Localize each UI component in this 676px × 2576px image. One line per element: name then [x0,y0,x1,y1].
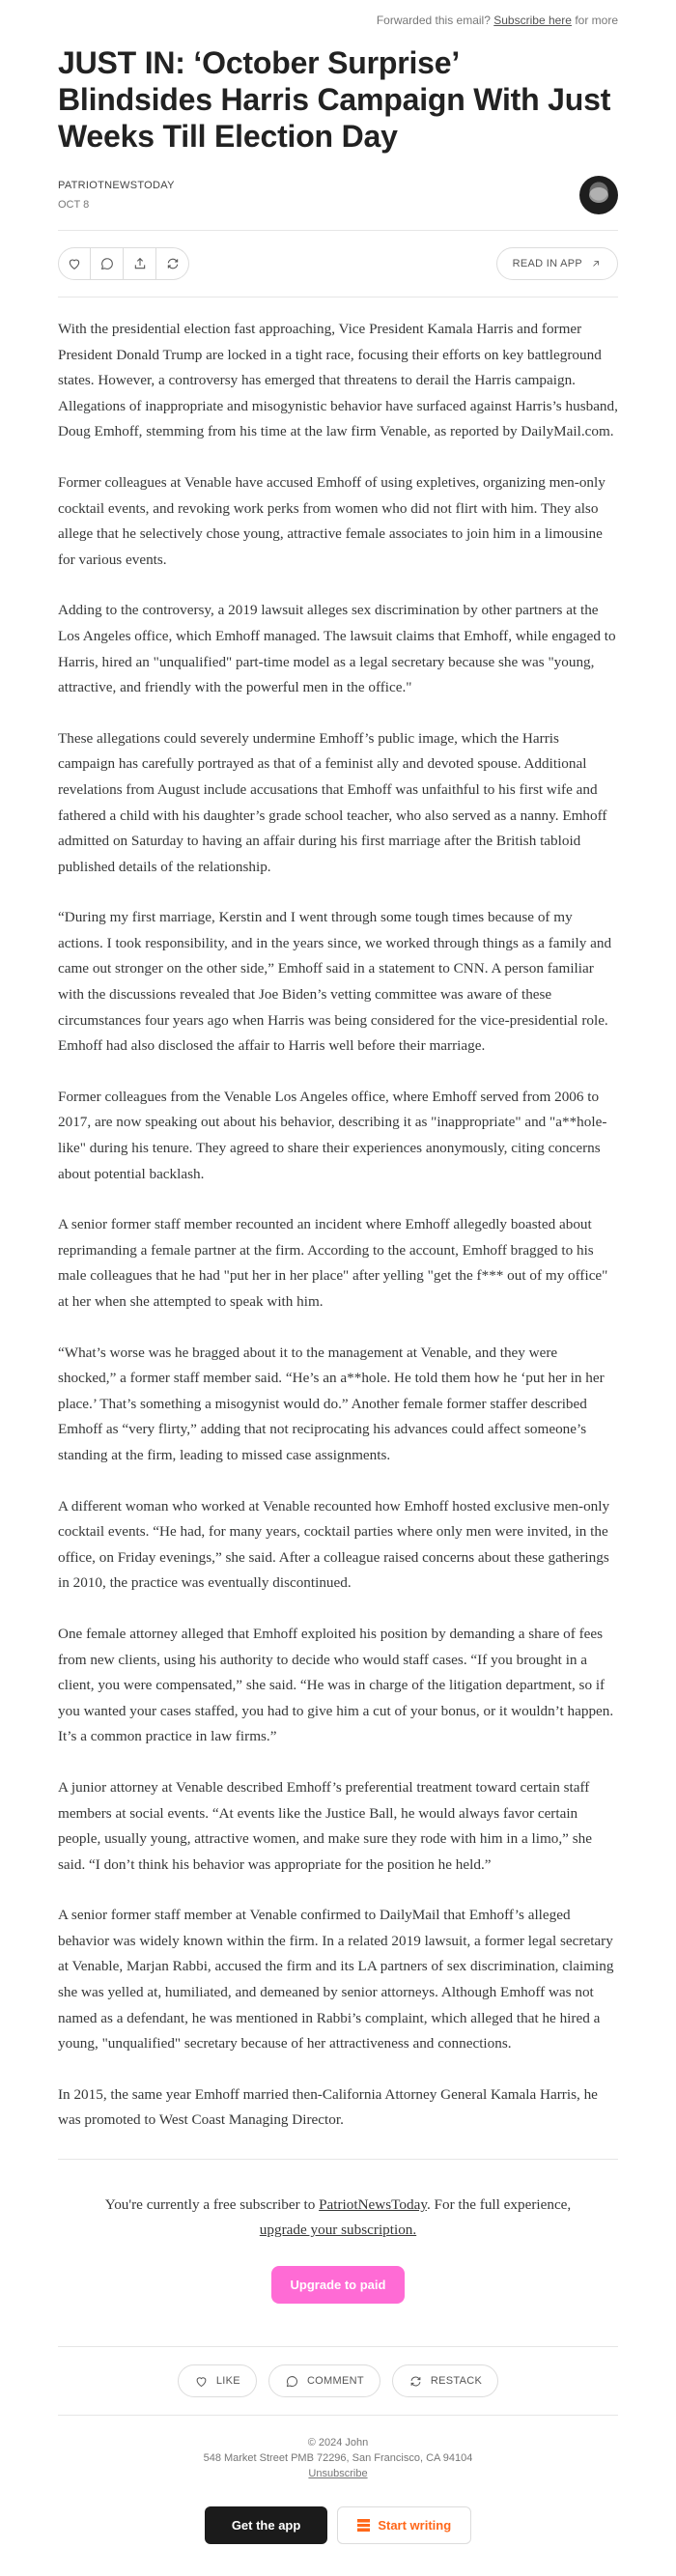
article-paragraph: “What’s worse was he bragged about it to the management at Venable, and they were shocked,” a former staff member said. “He’s an a**hole. He told them how he ‘put her in her place.’ That’s something a misogynist would do.” Another female former staffer described Emhoff as “very flirty,” adding that not reciprocating his advances could affect someone’s standing at the firm, leading to missed case assignments. [58,1344,605,1463]
article-paragraph: Former colleagues from the Venable Los Angeles office, where Emhoff served from 2006 to 2017, are now speaking out about his behavior, describing it as "inappropriate" and "a**hole-like" during his tenure. They agreed to share their experiences anonymously, citing concerns about potential backlash. [58,1088,607,1182]
article-body [58,317,618,2134]
article-paragraph: Former colleagues at Venable have accused Emhoff of using expletives, organizing men-only cocktail events, and revoking work perks from women who did not flirt with him. They also allege that he selectively chose young, attractive female associates to join him in a limousine for various events. [58,473,606,568]
article-paragraph: These allegations could severely undermine Emhoff’s public image, which the Harris campaign has carefully portrayed as that of a feminist ally and devoted spouse. Additional revelations from August include accusations that Emhoff was unfaithful to his first wife and fathered a child with his daughter’s grade school teacher, who also served as a nanny. Emhoff admitted on Saturday to having an affair during his first marriage after the British tabloid published details of the relationship. [58,729,607,875]
upgrade-to-paid-button[interactable]: Upgrade to paid [271,2266,406,2304]
article-title[interactable]: JUST IN: ‘October Surprise’ Blindsides Harris Campaign With Just Weeks Till Election Day [58,45,611,154]
upgrade-subscription-link[interactable]: upgrade your subscription. [259,2222,417,2239]
footer-restack-button[interactable] [392,2364,498,2397]
footer-comment-button[interactable] [268,2364,380,2397]
restack-icon [165,256,181,271]
subscribe-here-link[interactable]: Subscribe here [493,14,572,27]
restack-label: RESTACK [430,2375,483,2388]
post-date: OCT 8 [58,199,90,211]
share-icon [132,256,148,271]
article-paragraph: A junior attorney at Venable described Emhoff’s preferential treatment toward certain staff members at social events. “At events like the Justice Ball, he would always favor certain people, usually young, attractive women, and make sure they rode with him in a limo,” she said. “I don’t think his behavior was appropriate for the position he held.” [58,1778,592,1873]
comment-button[interactable] [91,247,124,280]
article-paragraph: One female attorney alleged that Emhoff exploited his position by demanding a share of fees from new clients, using his authority to decide who would staff cases. “If you brought in a client, you were compensated,” she said. “He was in charge of the litigation department, so if you wanted your cases staffed, you had to give him a cut of your bonus, or it wouldn’t happen. It’s a common practice in law firms.” [58,1625,614,1745]
unsubscribe-link[interactable]: Unsubscribe [308,2468,368,2480]
like-button[interactable] [58,247,91,280]
forward-suffix: for more [575,14,618,27]
article-paragraph: A senior former staff member at Venable confirmed to DailyMail that Emhoff’s alleged behavior was widely known within the firm. In a related 2019 lawsuit, a former legal secretary at Venable, Marjan Rabbi, accused the firm and its LA partners of sex discrimination, claiming she was yelled at, humiliated, and demeaned by senior attorneys. Although Emhoff was not named as a defendant, he was mentioned in Rabbi’s complaint, which alleged that he hired a young, "unqualified" secretary because of her attractiveness and connections. [58,1907,614,2052]
copyright: © 2024 John [307,2437,369,2449]
post-action-icons [58,247,189,280]
restack-button[interactable] [156,247,189,280]
article-paragraph: With the presidential election fast approaching, Vice President Kamala Harris and former President Donald Trump are locked in a tight race, focusing their efforts on key battleground states. However, a controversy has emerged that threatens to derail the Harris campaign. Allegations of inappropriate and misogynistic behavior have surfaced against Harris’s husband, Doug Emhoff, stemming from his time at the law firm Venable, as reported by DailyMail.com. [58,321,618,440]
read-in-app-label: READ IN APP [512,258,582,269]
byline [58,176,618,214]
heart-icon [67,256,82,271]
restack-icon [408,2374,423,2389]
share-button[interactable] [124,247,156,280]
subscription-middle: . For the full experience, [426,2196,572,2214]
subscription-notice [58,2160,618,2304]
footer-cta [58,2506,618,2544]
subscription-prefix: You're currently a free subscriber to [104,2196,316,2214]
article-paragraph: “During my first marriage, Kerstin and I went through some tough times because of my actions. I took responsibility, and in the years since, we worked through things as a family and came out stronger on the other side,” Emhoff said in a statement to CNN. A person familiar with the discussions revealed that Joe Biden’s vetting committee was aware of these circumstances four years ago when Harris was being considered for the vice-presidential role. Emhoff had also disclosed the affair to Harris well before their marriage. [58,909,612,1055]
email-footer [58,2416,618,2481]
footer-actions [58,2347,618,2415]
like-label: LIKE [215,2375,240,2388]
read-in-app-button[interactable] [496,247,618,280]
publication-link[interactable]: PatriotNewsToday [319,2196,427,2214]
publication-name[interactable]: PATRIOTNEWSTODAY [58,180,175,191]
article-paragraph: Adding to the controversy, a 2019 lawsuit alleges sex discrimination by other partners at the Los Angeles office, which Emhoff managed. The lawsuit claims that Emhoff, while engaged to Harris, hired an "unqualified" part-time model as a legal secretary because she was "young, attractive, and friendly with the powerful men in the office." [58,602,616,696]
subscription-text [58,2193,618,2243]
substack-logo-icon [357,2519,370,2532]
forward-text: Forwarded this email? [376,14,491,27]
footer-like-button[interactable] [178,2364,257,2397]
article-paragraph: A different woman who worked at Venable recounted how Emhoff hosted exclusive men-only cocktail events. “He had, for many years, cocktail parties where only men were invited, in the office, on Friday evenings,” she said. After a colleague raised concerns about these gatherings in 2010, the practice was eventually discontinued. [58,1497,610,1592]
heart-icon [194,2374,209,2389]
comment-icon [285,2374,299,2389]
article-paragraph: In 2015, the same year Emhoff married then-California Attorney General Kamala Harris, he was promoted to West Coast Managing Director. [58,2085,598,2129]
forward-notice [58,0,618,39]
post-actions-bar [58,231,618,297]
article-paragraph: A senior former staff member recounted an incident where Emhoff allegedly boasted about reprimanding a female partner at the firm. According to the account, Emhoff bragged to his male colleagues that he had "put her in her place" after yelling "get the f*** out of my office" at her when she attempted to speak with him. [58,1216,608,1310]
external-arrow-icon [590,258,602,269]
comment-label: COMMENT [306,2375,364,2388]
start-writing-label: Start writing [378,2518,452,2534]
mailing-address: 548 Market Street PMB 72296, San Francisco, CA 94104 [203,2452,473,2465]
comment-icon [99,256,115,271]
get-the-app-button[interactable]: Get the app [205,2506,328,2544]
start-writing-button[interactable] [337,2506,471,2544]
author-avatar[interactable] [579,176,618,214]
